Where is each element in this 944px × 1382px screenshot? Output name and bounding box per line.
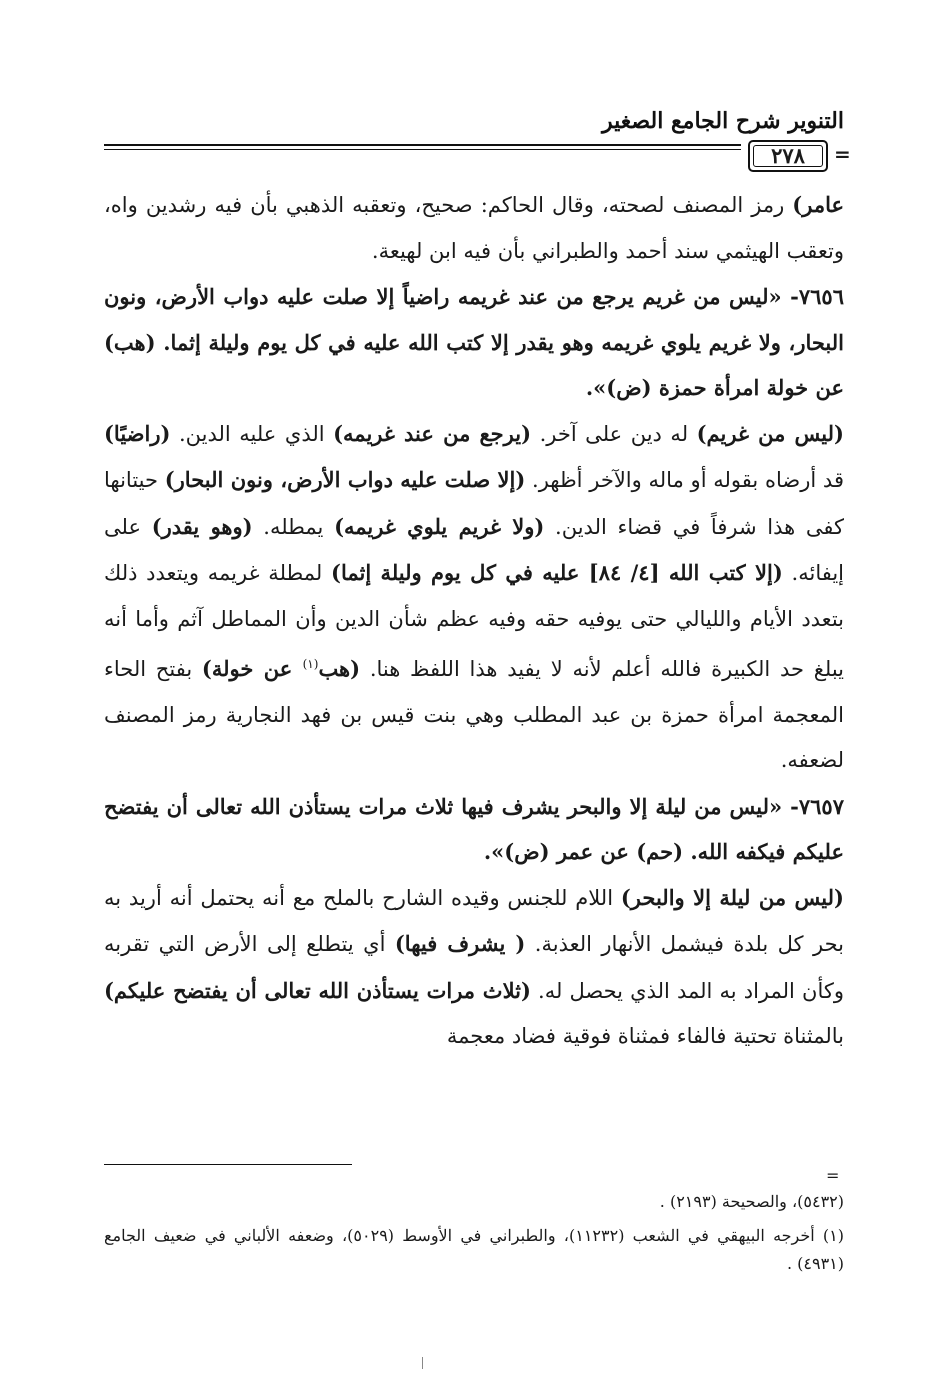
footnote-1: (١) أخرجه البيهقي في الشعب (١١٢٣٢)، والطبراني في الأوسط (٥٠٢٩)، وضعفه الألباني في ضعيف الجامع (٤٩٣١) . [104, 1226, 844, 1273]
header-rule-line [104, 149, 741, 150]
commentary-text: الذي عليه الدين. [170, 421, 334, 446]
commentary-text: لمطلة غريمه ويتعدد ذلك بتعدد الأيام والليالي حتى يوفيه حقه وفيه عظم شأن الدين وأن المماطل آثم وأما أنه يبلغ حد الكبيرة فالله أعلم لأنه لا يفيد هذا اللفظ هنا. [104, 561, 845, 681]
page-number-box [748, 140, 828, 172]
main-text [104, 182, 844, 1060]
bold-lemma: (ليس من غريم) [696, 420, 844, 446]
commentary-text: بفتح الحاء المعجمة امرأة حمزة بن عبد المطلب وهي بنت قيس بن فهد النجارية رمز المصنف لضعفه. [104, 657, 844, 772]
bold-lemma: (ولا غريم يلوي غريمه) [334, 513, 545, 539]
running-header-title: التنوير شرح الجامع الصغير [602, 108, 844, 134]
bold-lemma: عامر) [792, 192, 844, 217]
commentary-text: على إيفائه. [104, 514, 845, 585]
footnote-continuation: (٥٤٣٢)، والصحيحة (٢١٩٣) . [659, 1192, 844, 1211]
footnote-ref[interactable]: (١) [302, 657, 319, 671]
footnotes [104, 1188, 844, 1278]
header-rule [104, 140, 851, 180]
paragraph-continuation [104, 182, 844, 274]
commentary-text: رمز المصنف لصحته، وقال الحاكم: صحيح، وتعقبه الذهبي بأن فيه رشدين واه، وتعقب الهيثمي سند أحمد والطبراني بأن فيه ابن لهيعة. [104, 193, 844, 263]
bold-lemma: (إلا صلت عليه دواب الأرض، ونون البحار) [164, 467, 526, 492]
bold-lemma: (وهو يقدر) [151, 513, 253, 539]
header-eq-mark: = [834, 142, 851, 166]
footnote-divider [104, 1164, 352, 1165]
commentary-7657 [104, 875, 844, 1060]
header-rule-line [104, 144, 741, 146]
commentary-text: قد أرضاه بقوله أو ماله والآخر أظهر. [525, 468, 844, 492]
book-page [104, 0, 851, 1382]
hadith-7656: ٧٦٥٦- «ليس من غريم يرجع من عند غريمه راضياً إلا صلت عليه دواب الأرض، ونون البحار، ولا غريم يلوي غريمه وهو يقدر إلا كتب الله عليه في كل يوم وليلة إثما. (هب) عن خولة امرأة حمزة (ض)». [104, 284, 844, 400]
bold-lemma: (راضيًا) [104, 420, 171, 446]
commentary-text: اللام للجنس وقيده الشارح بالملح مع أنه يحتمل أنه أريد به بحر كل بلدة فيشمل الأنهار العذبة. [104, 885, 844, 956]
hadith-7657: ٧٦٥٧- «ليس من ليلة إلا والبحر يشرف فيها ثلاث مرات يستأذن الله تعالى أن يفتضح عليكم فيكفه الله. (حم) عن عمر (ض)». [104, 793, 844, 864]
commentary-text: أي يتطلع إلى الأرض التي تقربه وكأن المراد به المد الذي يحصل له. [104, 932, 844, 1003]
bold-lemma: (ليس من ليلة إلا والبحر) [620, 884, 844, 910]
commentary-text: حيتانها كفى هذا شرفاً في قضاء الدين. [104, 468, 844, 539]
bold-lemma: (إلا كتب الله [٤/ ٨٤] عليه في كل يوم وليلة إثما) [331, 560, 783, 585]
commentary-text: بالمثناة تحتية فالفاء فمثناة فوقية فضاد معجمة [446, 1024, 844, 1048]
commentary-text: له دين على آخر. [531, 421, 697, 446]
bold-lemma: (يرجع من عند غريمه) [333, 420, 532, 446]
bold-lemma: (ثلاث مرات يستأذن الله تعالى أن يفتضح عليكم) [104, 977, 531, 1003]
commentary-7656 [104, 411, 844, 784]
bold-lemma: ( يشرف فيها) [394, 931, 526, 956]
bold-lemma: (هب [318, 656, 361, 681]
scan-artifact [422, 1357, 423, 1369]
page-number: ٢٧٨ [771, 143, 805, 168]
footnote-eq-mark: = [826, 1166, 840, 1185]
commentary-text: يمطله. [252, 514, 335, 539]
bold-lemma: عن خولة) [201, 656, 303, 681]
